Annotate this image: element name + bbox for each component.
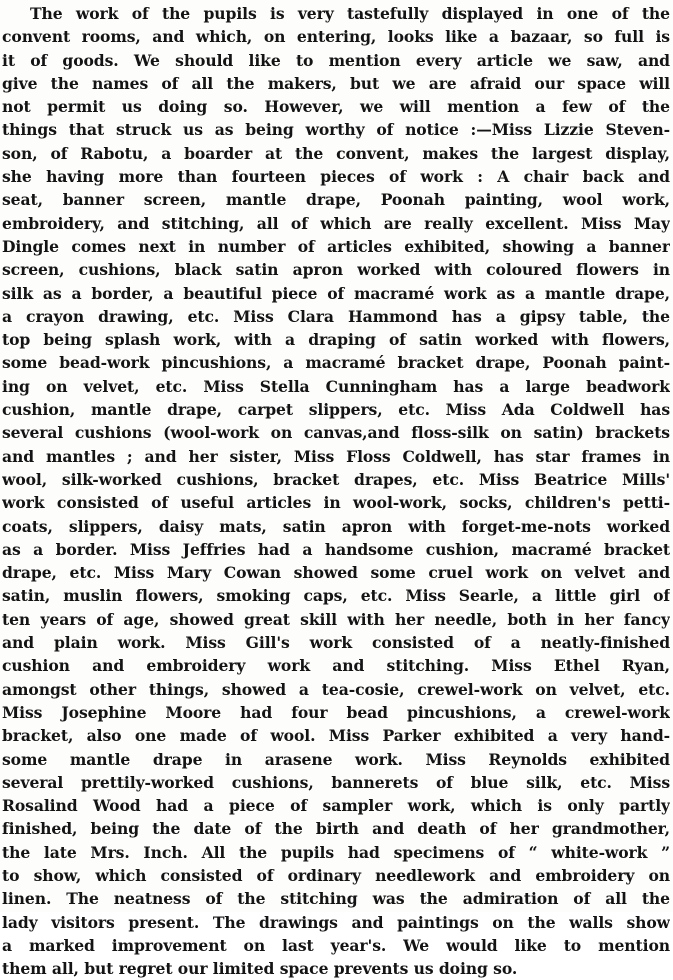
article-line: silk as a border, a beautiful piece of macramé work as a mantle drape, [2, 283, 670, 303]
article-line: seat, banner screen, mantle drape, Poonah painting, wool work, [2, 190, 670, 210]
article-line: several cushions (wool-work on canvas,and floss-silk on satin) brackets [2, 423, 670, 443]
article-line: convent rooms, and which, on entering, looks like a bazaar, so full is [2, 27, 670, 47]
article-line: as a border. Miss Jeffries had a handsome cushion, macramé bracket [2, 539, 670, 559]
article-line: it of goods. We should like to mention every article we saw, and [2, 50, 670, 70]
article-line: drape, etc. Miss Mary Cowan showed some cruel work on velvet and [2, 563, 670, 583]
article-line: several prettily-worked cushions, bannerets of blue silk, etc. Miss [2, 772, 670, 792]
article-line: satin, muslin flowers, smoking caps, etc. Miss Searle, a little girl of [2, 586, 670, 606]
article-line: she having more than fourteen pieces of work : A chair back and [2, 167, 670, 187]
article-line: wool, silk-worked cushions, bracket drapes, etc. Miss Beatrice Mills' [2, 469, 670, 489]
article-line: give the names of all the makers, but we are afraid our space will [2, 73, 670, 93]
article-line: them all, but regret our limited space prevents us doing so. [2, 959, 518, 979]
article-line: embroidery, and stitching, all of which are really excellent. Miss May [2, 213, 670, 233]
article-paragraph [2, 2, 673, 980]
article-line: work consisted of useful articles in wool-work, socks, children's petti- [2, 493, 670, 513]
article-line: son, of Rabotu, a boarder at the convent, makes the largest display, [2, 143, 670, 163]
article-line: the late Mrs. Inch. All the pupils had specimens of “ white-work ” [2, 842, 670, 862]
article-line: top being splash work, with a draping of satin worked with flowers, [2, 330, 670, 350]
article-line: to show, which consisted of ordinary needlework and embroidery on [2, 865, 670, 885]
article-line: linen. The neatness of the stitching was the admiration of all the [2, 889, 670, 909]
article-line: some bead-work pincushions, a macramé bracket drape, Poonah paint- [2, 353, 670, 373]
article-line: lady visitors present. The drawings and paintings on the walls show [2, 912, 670, 932]
article-line: coats, slippers, daisy mats, satin apron with forget-me-nots worked [2, 516, 670, 536]
article-line: Miss Josephine Moore had four bead pincushions, a crewel-work [2, 702, 670, 722]
article-line: some mantle drape in arasene work. Miss Reynolds exhibited [2, 749, 670, 769]
article-line: cushion and embroidery work and stitching. Miss Ethel Ryan, [2, 656, 670, 676]
article-line: a crayon drawing, etc. Miss Clara Hammond has a gipsy table, the [2, 306, 670, 326]
article-line: cushion, mantle drape, carpet slippers, etc. Miss Ada Coldwell has [2, 400, 670, 420]
article-line: screen, cushions, black satin apron worked with coloured flowers in [2, 260, 670, 280]
article-line: Dingle comes next in number of articles exhibited, showing a banner [2, 236, 670, 256]
article-line: Rosalind Wood had a piece of sampler work, which is only partly [2, 796, 670, 816]
article-line: things that struck us as being worthy of notice :—Miss Lizzie Steven- [2, 120, 670, 140]
article-line: ten years of age, showed great skill with her needle, both in her fancy [2, 609, 670, 629]
article-line: and plain work. Miss Gill's work consisted of a neatly-finished [2, 633, 670, 653]
article-line: a marked improvement on last year's. We would like to mention [2, 935, 670, 955]
article-line: bracket, also one made of wool. Miss Parker exhibited a very hand- [2, 726, 670, 746]
article-line: ing on velvet, etc. Miss Stella Cunningham has a large beadwork [2, 376, 670, 396]
article-line: finished, being the date of the birth and death of her grandmother, [2, 819, 670, 839]
article-line: amongst other things, showed a tea-cosie, crewel-work on velvet, etc. [2, 679, 670, 699]
article-line: The work of the pupils is very tastefully displayed in one of the [30, 4, 670, 23]
article-line: and mantles ; and her sister, Miss Floss Coldwell, has star frames in [2, 446, 670, 466]
article-line: not permit us doing so. However, we will mention a few of the [2, 97, 670, 117]
